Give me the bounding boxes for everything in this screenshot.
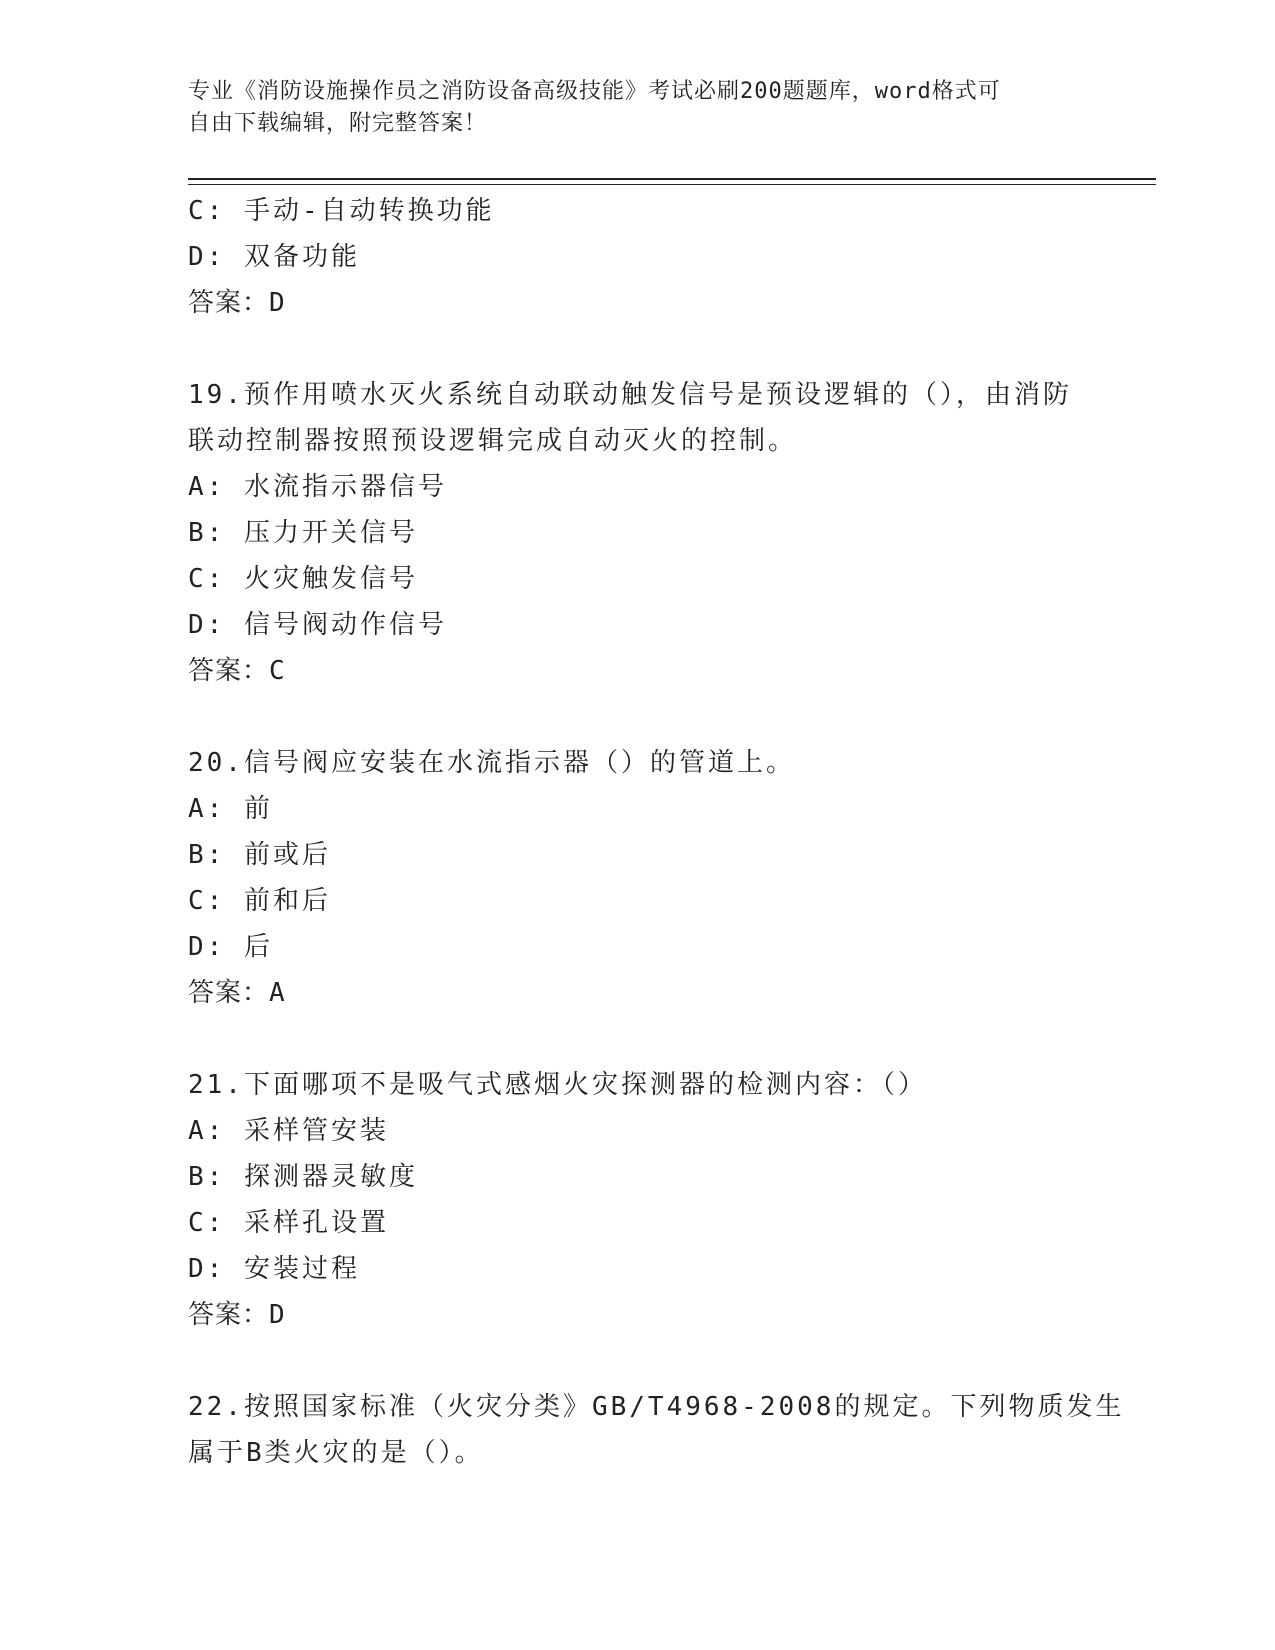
- option-a: A: 采样管安装: [188, 1116, 389, 1146]
- answer-value: D: [269, 288, 286, 318]
- question-text: 20.信号阀应安装在水流指示器（）的管道上。: [188, 748, 795, 778]
- answer-label: 答案：: [188, 1300, 270, 1330]
- option-b: B: 探测器灵敏度: [188, 1162, 418, 1192]
- question-20: [188, 740, 1148, 1016]
- question-text-cont: 属于B类火灾的是（）。: [188, 1438, 484, 1468]
- header-rule-thick: [188, 178, 1156, 180]
- option-d: D: 信号阀动作信号: [188, 610, 447, 640]
- option-a: A: 水流指示器信号: [188, 472, 447, 502]
- option-c: C: 火灾触发信号: [188, 564, 418, 594]
- answer-label: 答案：: [188, 656, 270, 686]
- answer-value: A: [269, 978, 286, 1008]
- option-a: A: 前: [188, 794, 273, 824]
- option-c: C: 前和后: [188, 886, 331, 916]
- document-header: [188, 76, 1088, 140]
- answer-label: 答案：: [188, 978, 270, 1008]
- answer-line: [188, 648, 1148, 694]
- question-text: 21.下面哪项不是吸气式感烟火灾探测器的检测内容：（）: [188, 1070, 927, 1100]
- question-text: 22.按照国家标准（火灾分类》GB/T4968-2008的规定。下列物质发生: [188, 1392, 1125, 1422]
- question-19: [188, 372, 1148, 694]
- header-line-2: 自由下载编辑，附完整答案！: [188, 111, 488, 136]
- question-text-cont: 联动控制器按照预设逻辑完成自动灭火的控制。: [188, 426, 798, 456]
- answer-line: [188, 280, 1148, 326]
- answer-label: 答案：: [188, 288, 270, 318]
- option-b: B: 前或后: [188, 840, 331, 870]
- option-d: D: 双备功能: [188, 242, 360, 272]
- question-text: 19.预作用喷水灭火系统自动联动触发信号是预设逻辑的（），由消防: [188, 380, 1072, 410]
- answer-value: C: [269, 656, 286, 686]
- question-21: [188, 1062, 1148, 1338]
- document-body: [188, 188, 1148, 1476]
- answer-line: [188, 970, 1148, 1016]
- option-c: C: 手动-自动转换功能: [188, 196, 495, 226]
- header-line-1: 专业《消防设施操作员之消防设备高级技能》考试必刷200题题库，word格式可: [188, 79, 1001, 104]
- option-b: B: 压力开关信号: [188, 518, 418, 548]
- header-rule-thin: [188, 184, 1156, 185]
- answer-value: D: [269, 1300, 286, 1330]
- question-22: [188, 1384, 1148, 1476]
- option-d: D: 安装过程: [188, 1254, 360, 1284]
- answer-line: [188, 1292, 1148, 1338]
- option-c: C: 采样孔设置: [188, 1208, 389, 1238]
- option-d: D: 后: [188, 932, 273, 962]
